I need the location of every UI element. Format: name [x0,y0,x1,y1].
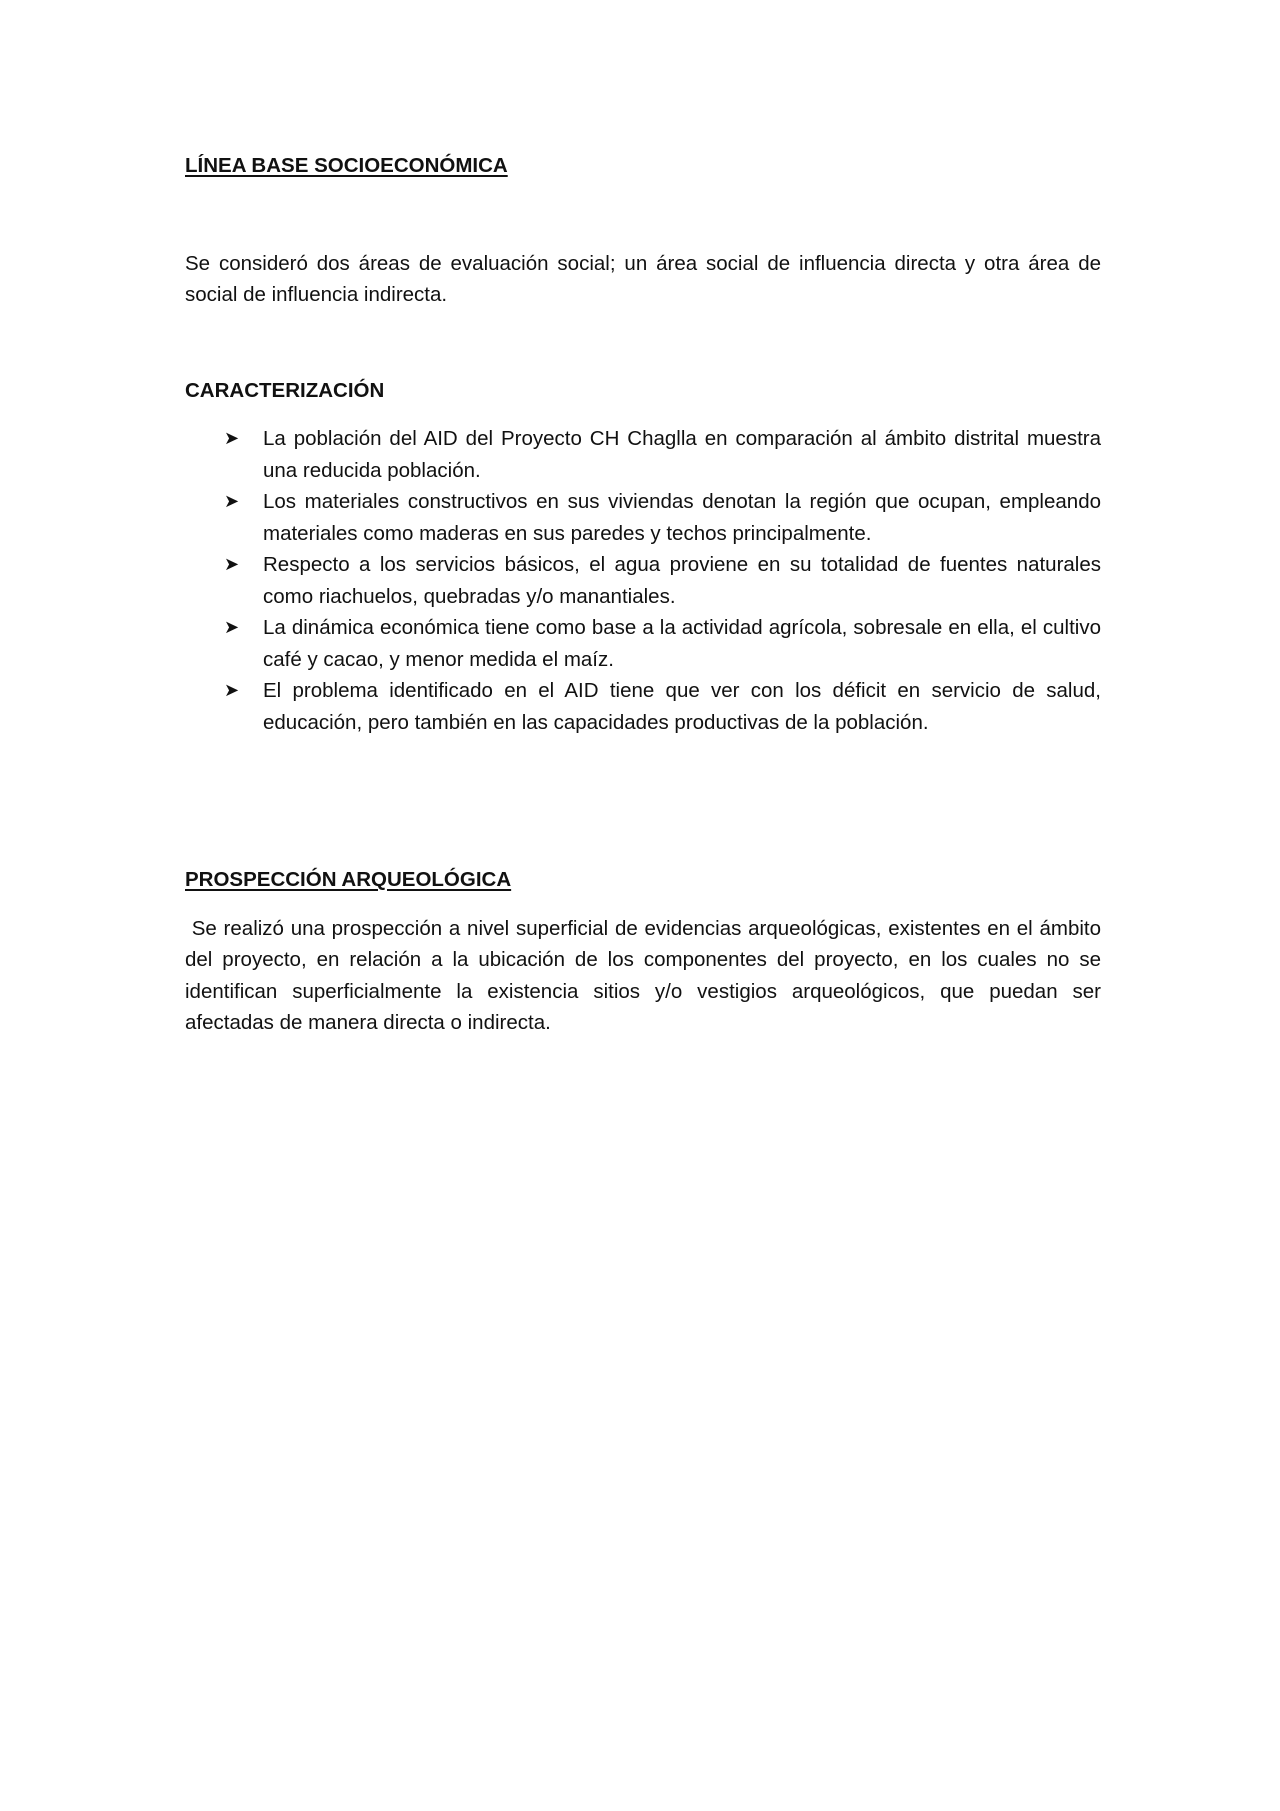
list-item [185,612,1101,675]
arrowhead-bullet-icon: ➤ [224,680,240,700]
document-page [185,150,1107,1039]
paragraph-evaluacion-social: Se consideró dos áreas de evaluación social; un área social de influencia directa y otra área de social de influencia indirecta. [185,251,1101,306]
heading-prospeccion: PROSPECCIÓN ARQUEOLÓGICA [185,868,512,891]
heading-linea-base: LÍNEA BASE SOCIOECONÓMICA [185,154,508,177]
list-item [185,423,1101,486]
list-item-text: El problema identificado en el AID tiene que ver con los déficit en servicio de salud, educación, pero también en las capacidades productivas de la población. [263,679,1101,734]
paragraph-prospeccion: Se realizó una prospección a nivel superficial de evidencias arqueológicas, existentes en el ámbito del proyecto, en relación a la ubicación de los componentes del proyecto, en los cuales no se identifican superficialmente la existencia sitios y/o vestigios arqueológicos, que puedan ser afectadas de manera directa o indirecta. [185,916,1107,1034]
list-item-text: La población del AID del Proyecto CH Chaglla en comparación al ámbito distrital muestra una reducida población. [263,427,1101,482]
arrowhead-bullet-icon: ➤ [224,617,240,637]
list-item [185,675,1101,738]
list-item [185,549,1101,612]
arrowhead-bullet-icon: ➤ [224,491,240,511]
caracterizacion-list [185,423,1101,738]
arrowhead-bullet-icon: ➤ [224,554,240,574]
list-item-text: Los materiales constructivos en sus viviendas denotan la región que ocupan, empleando materiales como maderas en sus paredes y techos principalmente. [263,490,1101,545]
list-item-text: La dinámica económica tiene como base a la actividad agrícola, sobresale en ella, el cultivo café y cacao, y menor medida el maíz. [263,616,1101,671]
arrowhead-bullet-icon: ➤ [224,428,240,448]
heading-caracterizacion: CARACTERIZACIÓN [185,378,385,402]
list-item [185,486,1101,549]
list-item-text: Respecto a los servicios básicos, el agua proviene en su totalidad de fuentes naturales como riachuelos, quebradas y/o manantiales. [263,553,1101,608]
